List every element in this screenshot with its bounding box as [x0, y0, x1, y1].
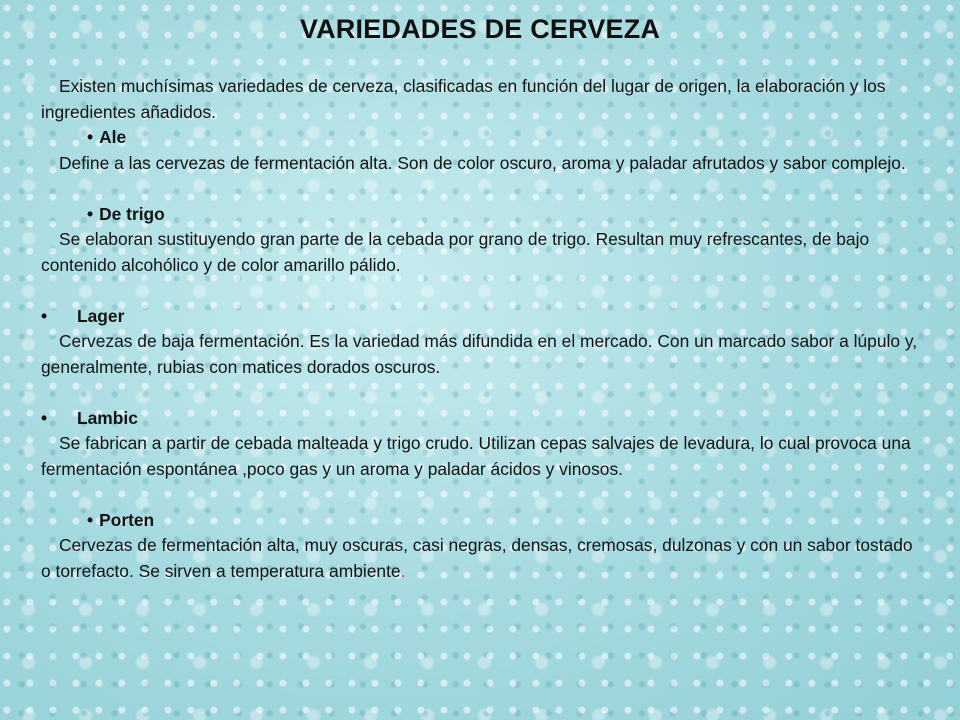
accent-period: . [400, 560, 406, 581]
variety-name: Porten [99, 509, 155, 530]
bullet-icon: • [87, 509, 94, 530]
variety-heading-de-trigo [41, 202, 919, 228]
bullet-icon: • [41, 305, 48, 326]
slide-body [41, 74, 919, 584]
variety-description-porten [41, 533, 919, 584]
spacer [41, 176, 919, 202]
variety-heading-lager [41, 304, 919, 330]
variety-name: Lambic [77, 407, 138, 428]
variety-heading-porten [41, 508, 919, 534]
variety-name: Ale [99, 127, 127, 147]
bullet-icon: • [87, 203, 94, 224]
variety-description-lager: Cervezas de baja fermentación. Es la variedad más difundida en el mercado. Con un marcado sabor a lúpulo y, generalmente, rubias con matices dorados oscuros. [41, 331, 918, 377]
spacer [41, 380, 919, 406]
variety-heading-lambic [41, 406, 919, 432]
variety-description-text: Cervezas de fermentación alta, muy oscuras, casi negras, densas, cremosas, dulzonas y con un sabor tostado o torrefacto. Se sirven a temperatura ambiente [41, 535, 913, 581]
variety-description-lambic: Se fabrican a partir de cebada malteada y trigo crudo. Utilizan cepas salvajes de levadura, lo cual provoca una fermentación espontánea ,poco gas y un aroma y paladar ácidos y vinosos. [41, 433, 911, 479]
variety-name: De trigo [99, 203, 165, 224]
variety-heading-ale [41, 125, 919, 151]
variety-description-de-trigo: Se elaboran sustituyendo gran parte de la cebada por grano de trigo. Resultan muy refrescantes, de bajo contenido alcohólico y de color amarillo pálido. [41, 229, 870, 275]
spacer [41, 278, 919, 304]
variety-name: Lager [77, 305, 125, 326]
bullet-icon: • [41, 407, 48, 428]
bullet-icon: • [87, 127, 94, 147]
spacer [41, 482, 919, 508]
variety-description-ale: Define a las cervezas de fermentación alta. Son de color oscuro, aroma y paladar afrutados y sabor complejo. [59, 152, 906, 173]
page-title: VARIEDADES DE CERVEZA [299, 14, 661, 44]
intro-paragraph: Existen muchísimas variedades de cerveza, clasificadas en función del lugar de origen, la elaboración y los ingredientes añadidos. [41, 76, 886, 122]
